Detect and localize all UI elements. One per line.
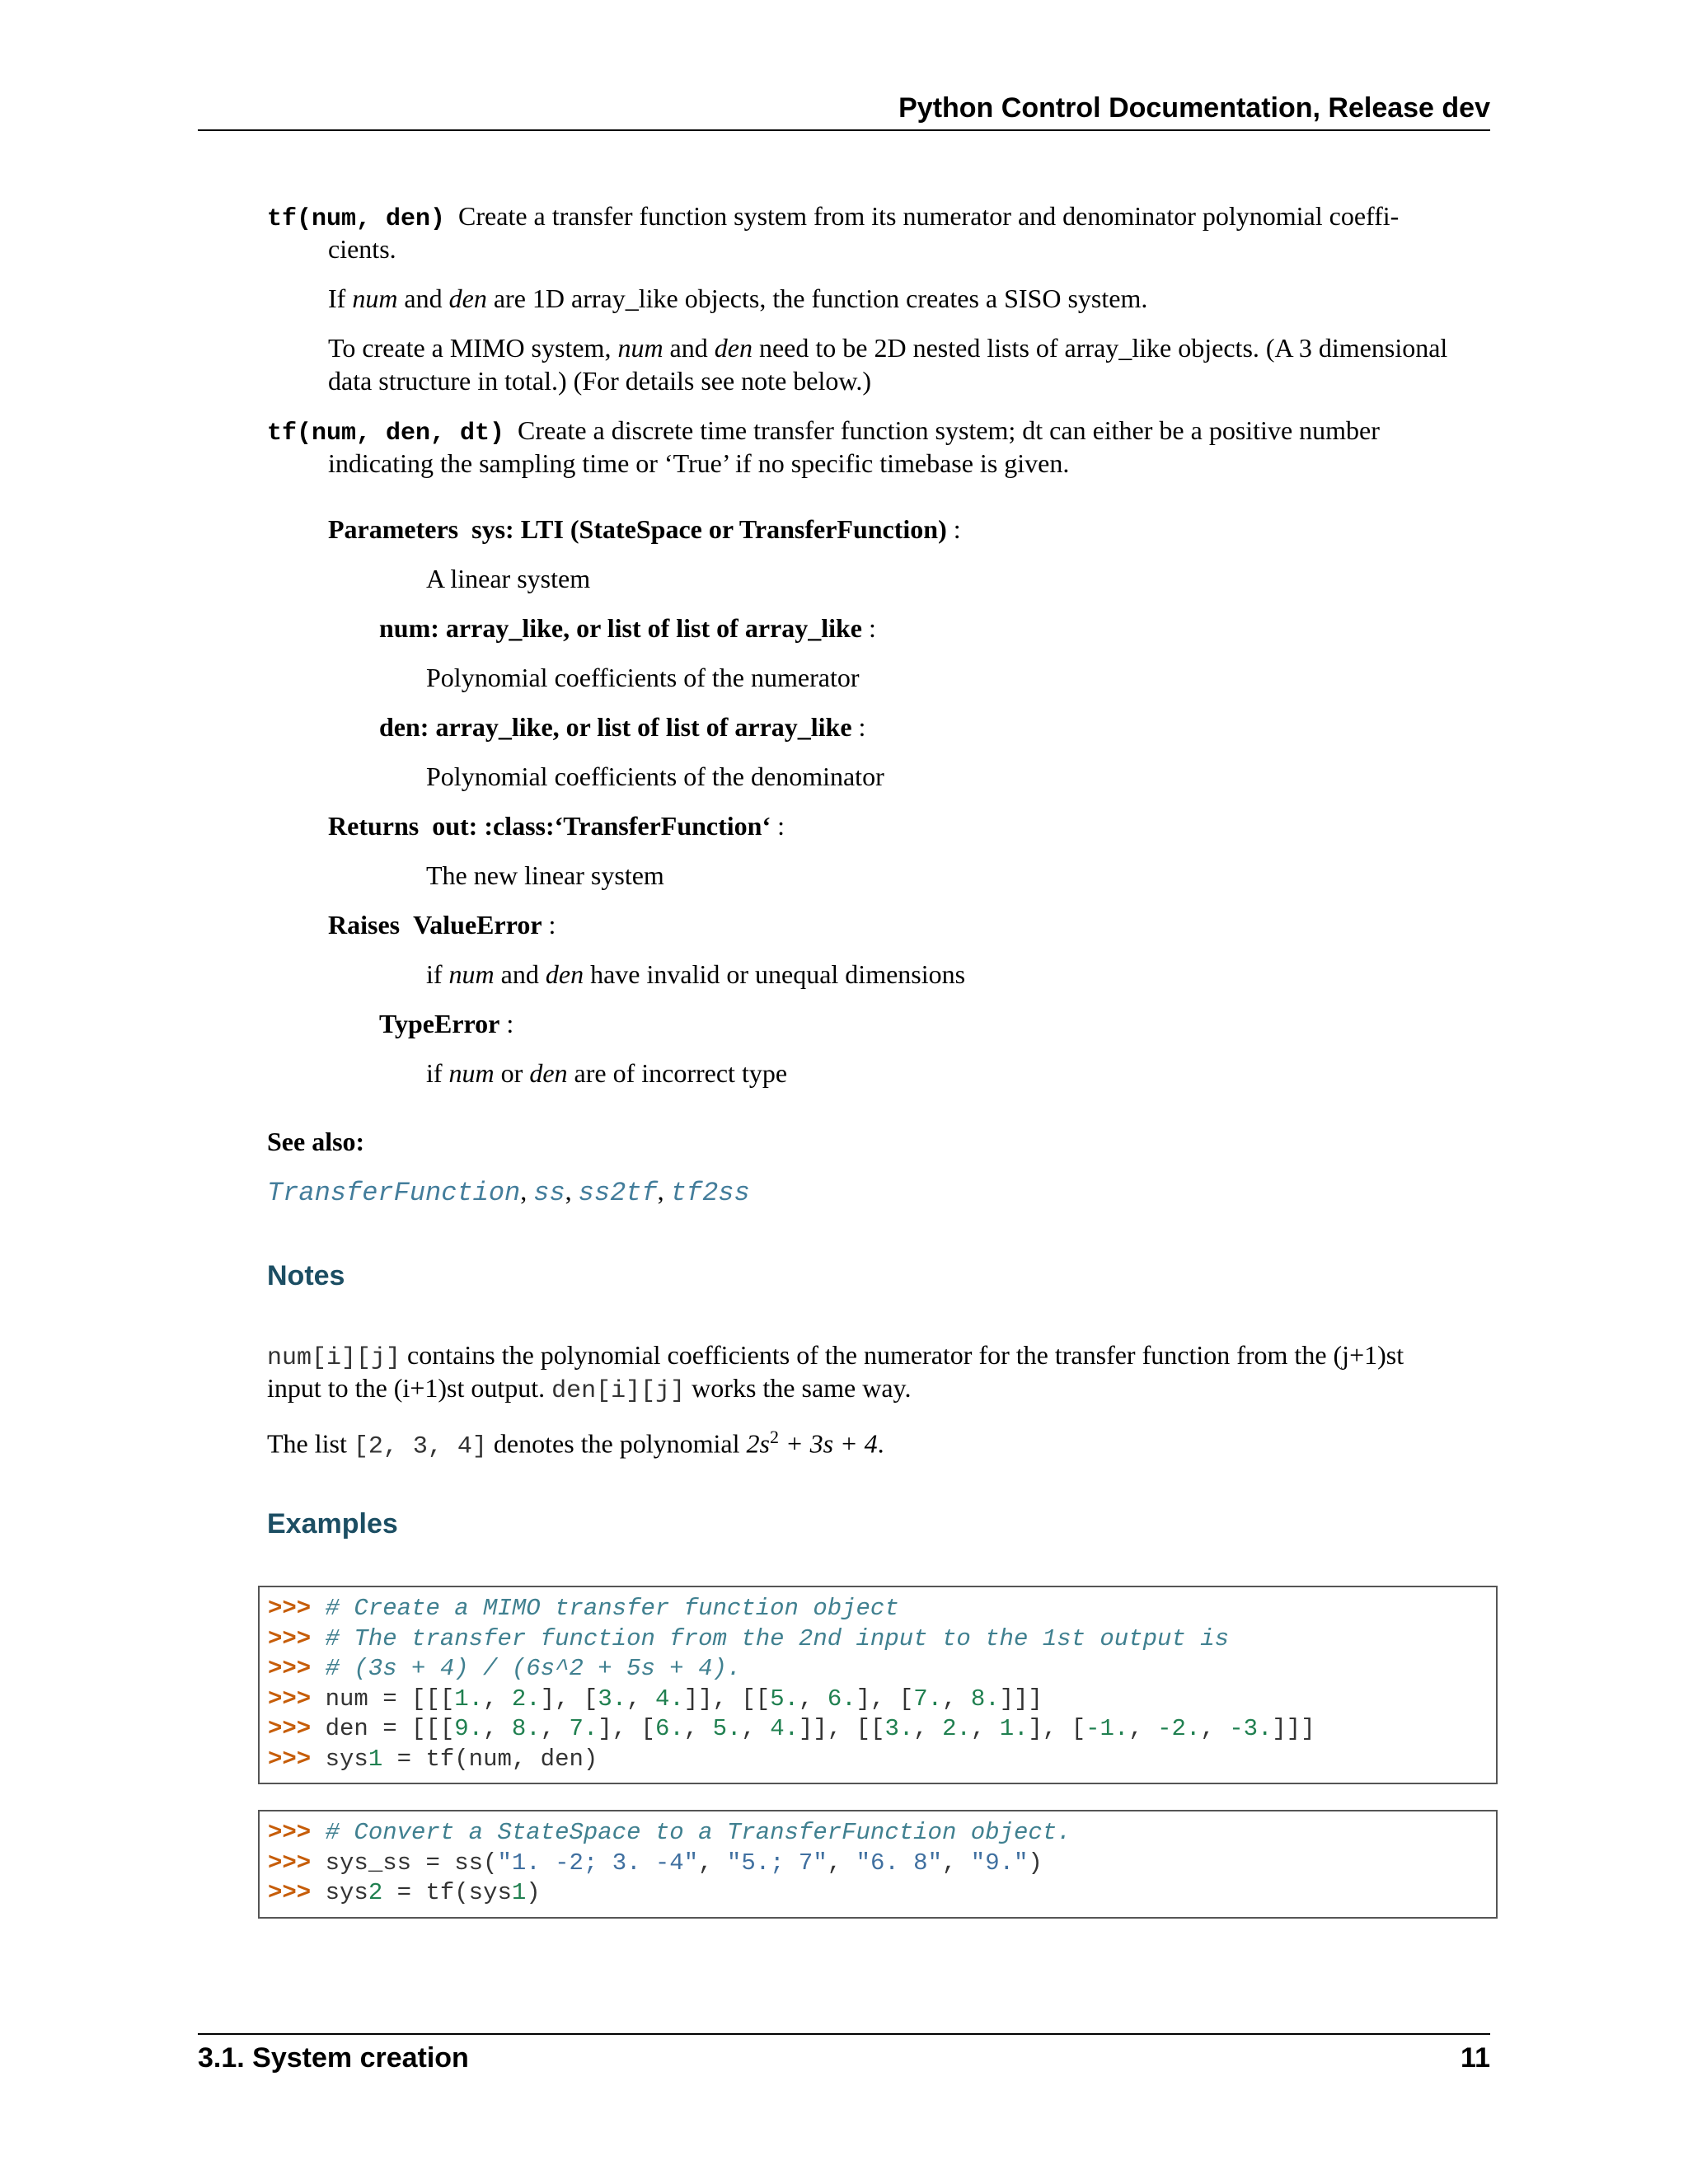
field-label: Parameters: [328, 514, 459, 544]
code-comment: # The transfer function from the 2nd input to the 1st output is: [325, 1624, 1230, 1652]
notes-line-2: [267, 1371, 911, 1408]
param-name: den: array_like, or list of list of array_like: [379, 712, 852, 742]
param-ref: den: [448, 284, 487, 313]
colon: :: [499, 1009, 514, 1038]
code-string: "1. -2; 3. -4": [497, 1849, 699, 1877]
text: The list: [267, 1428, 354, 1459]
code-number: 1: [511, 1879, 527, 1906]
code-comment: # Convert a StateSpace to a TransferFunction object.: [325, 1819, 1071, 1846]
text: or: [494, 1058, 530, 1088]
field-label: Returns: [328, 811, 420, 841]
prompt: >>>: [268, 1745, 312, 1773]
text: are 1D array_like objects, the function creates a SISO system.: [486, 284, 1148, 313]
colon: :: [851, 712, 866, 742]
param-den: [379, 710, 865, 743]
code-number: 1: [368, 1745, 383, 1773]
code-number: 6.: [827, 1685, 856, 1713]
code-comment: # Create a MIMO transfer function object: [325, 1595, 899, 1622]
code-block-1: [258, 1586, 1498, 1784]
signature-code: tf(num, den): [267, 205, 446, 233]
signature-tf-num-den-dt: [267, 414, 1490, 450]
text: To create a MIMO system,: [328, 333, 618, 363]
param-ref: num: [352, 284, 398, 313]
separator: ,: [520, 1176, 534, 1206]
field-label: Raises: [328, 910, 401, 940]
param-ref: num: [617, 333, 663, 363]
param-description: Polynomial coefficients of the numerator: [426, 663, 860, 692]
code-block-2: [258, 1810, 1498, 1919]
notes-line-1: [267, 1338, 1490, 1375]
code-comment: # (3s + 4) / (6s^2 + 5s + 4).: [325, 1655, 742, 1682]
header-rule: [198, 129, 1490, 131]
param-ref: den: [545, 959, 584, 989]
prompt: >>>: [268, 1685, 312, 1713]
code-text: sys1 = tf(num, den): [325, 1745, 598, 1773]
code-number: 3.: [598, 1685, 627, 1713]
code-number: 7.: [569, 1715, 598, 1742]
code-number: 5.: [770, 1685, 799, 1713]
text: if: [426, 959, 449, 989]
code-number: 9.: [454, 1715, 484, 1742]
inline-code: den[i][j]: [551, 1377, 686, 1405]
code-line: [268, 1818, 1488, 1849]
code-string: "6. 8": [856, 1849, 942, 1877]
see-also-links: [267, 1174, 750, 1210]
code-number: 7.: [913, 1685, 943, 1713]
running-header: Python Control Documentation, Release dev: [898, 92, 1490, 124]
code-number: -3.: [1229, 1715, 1273, 1742]
code-number: 6.: [654, 1715, 684, 1742]
param-ref: den: [529, 1058, 568, 1088]
text: .: [877, 1428, 884, 1459]
code-string: "9.": [970, 1849, 1029, 1877]
mimo-paragraph-cont: data structure in total.) (For details see note below.): [328, 366, 872, 396]
code-line: [268, 1624, 1488, 1655]
text: have invalid or unequal dimensions: [584, 959, 966, 989]
text: and: [494, 959, 546, 989]
signature-description-cont: indicating the sampling time or ‘True’ if no specific timebase is given.: [328, 448, 1070, 478]
signature-description-cont: cients.: [328, 234, 396, 264]
code-number: 8.: [511, 1715, 541, 1742]
prompt: >>>: [268, 1655, 312, 1682]
colon: :: [946, 514, 961, 544]
code-number: -2.: [1157, 1715, 1201, 1742]
prompt: >>>: [268, 1624, 312, 1652]
param-ref: num: [448, 1058, 495, 1088]
prompt: >>>: [268, 1595, 312, 1622]
param-ref: den: [714, 333, 753, 363]
prompt: >>>: [268, 1879, 312, 1906]
code-number: 1.: [454, 1685, 484, 1713]
text: If: [328, 284, 353, 313]
text: need to be 2D nested lists of array_like objects. (A 3 dimensional: [752, 333, 1448, 363]
code-line: [268, 1745, 1488, 1775]
code-number: -1.: [1085, 1715, 1129, 1742]
colon: :: [771, 811, 785, 841]
separator: ,: [565, 1176, 579, 1206]
footer-rule: [198, 2033, 1490, 2035]
code-text: sys_ss = ss("1. -2; 3. -4", "5.; 7", "6. 8", "9."): [325, 1849, 1043, 1877]
return-name: out: :class:‘TransferFunction‘: [432, 811, 771, 841]
text: denotes the polynomial: [486, 1428, 747, 1459]
code-number: 2: [368, 1879, 383, 1906]
text: and: [663, 333, 715, 363]
code-number: 5.: [712, 1715, 742, 1742]
parameters-field: [328, 513, 961, 546]
raises-field: [328, 908, 556, 941]
code-number: 2.: [511, 1685, 541, 1713]
prompt: >>>: [268, 1849, 312, 1877]
see-also-label: See also:: [267, 1127, 365, 1156]
param-description: Polynomial coefficients of the denominator: [426, 762, 884, 791]
code-text: num = [[[1., 2.], [3., 4.]], [[5., 6.], [7., 8.]]]: [325, 1685, 1043, 1713]
code-line: [268, 1654, 1488, 1685]
code-line: [268, 1594, 1488, 1624]
exception-name: TypeError: [379, 1009, 500, 1038]
param-num: [379, 612, 876, 644]
text: works the same way.: [685, 1373, 912, 1403]
colon: :: [862, 613, 876, 643]
exception-description: [426, 1057, 787, 1090]
link-ss[interactable]: ss: [533, 1178, 565, 1208]
link-ss2tf[interactable]: ss2tf: [578, 1178, 658, 1208]
code-line: [268, 1878, 1488, 1909]
examples-heading: Examples: [267, 1508, 398, 1540]
code-line: [268, 1714, 1488, 1745]
signature-description: Create a discrete time transfer function system; dt can either be a positive number: [518, 415, 1380, 445]
page-number: 11: [1461, 2042, 1490, 2074]
exception-description: [426, 958, 965, 991]
signature-description: Create a transfer function system from its numerator and denominator polynomial coeffi-: [458, 201, 1400, 231]
math: 2s: [746, 1428, 770, 1459]
prompt: >>>: [268, 1819, 312, 1846]
inline-code: num[i][j]: [267, 1344, 401, 1372]
return-description: The new linear system: [426, 860, 664, 890]
notes-heading: Notes: [267, 1260, 345, 1291]
math: + 3s + 4: [778, 1428, 878, 1459]
returns-field: [328, 809, 785, 842]
code-number: 1.: [999, 1715, 1029, 1742]
code-string: "5.; 7": [726, 1849, 828, 1877]
inline-code: [2, 3, 4]: [353, 1432, 487, 1461]
text: input to the (i+1)st output.: [267, 1373, 552, 1403]
code-number: 4.: [654, 1685, 684, 1713]
param-ref: num: [448, 959, 495, 989]
code-number: 4.: [770, 1715, 799, 1742]
param-name: sys: LTI (StateSpace or TransferFunction): [471, 514, 947, 544]
signature-tf-num-den: [267, 199, 1490, 236]
raises-typeerror: [379, 1007, 513, 1040]
footer-section: 3.1. System creation: [198, 2042, 469, 2074]
exception-name: ValueError: [413, 910, 542, 940]
math-superscript: 2: [769, 1427, 779, 1447]
mimo-paragraph: [328, 331, 1490, 364]
code-line: [268, 1685, 1488, 1715]
code-number: 3.: [884, 1715, 914, 1742]
link-tf2ss[interactable]: tf2ss: [670, 1178, 750, 1208]
siso-paragraph: [328, 282, 1490, 315]
code-line: [268, 1849, 1488, 1879]
code-text: den = [[[9., 8., 7.], [6., 5., 4.]], [[3., 2., 1.], [-1., -2., -3.]]]: [325, 1715, 1315, 1742]
signature-code: tf(num, den, dt): [267, 419, 505, 448]
text: if: [426, 1058, 449, 1088]
notes-line-3: [267, 1421, 884, 1464]
colon: :: [542, 910, 556, 940]
code-text: sys2 = tf(sys1): [325, 1879, 541, 1906]
param-description: A linear system: [426, 564, 591, 593]
separator: ,: [657, 1176, 671, 1206]
code-number: 8.: [970, 1685, 1000, 1713]
param-name: num: array_like, or list of list of array_like: [379, 613, 862, 643]
code-number: 2.: [942, 1715, 971, 1742]
text: and: [397, 284, 449, 313]
text: are of incorrect type: [567, 1058, 788, 1088]
link-transferfunction[interactable]: TransferFunction: [267, 1178, 521, 1208]
text: contains the polynomial coefficients of the numerator for the transfer function from the (j+1)st: [401, 1340, 1404, 1370]
prompt: >>>: [268, 1715, 312, 1742]
